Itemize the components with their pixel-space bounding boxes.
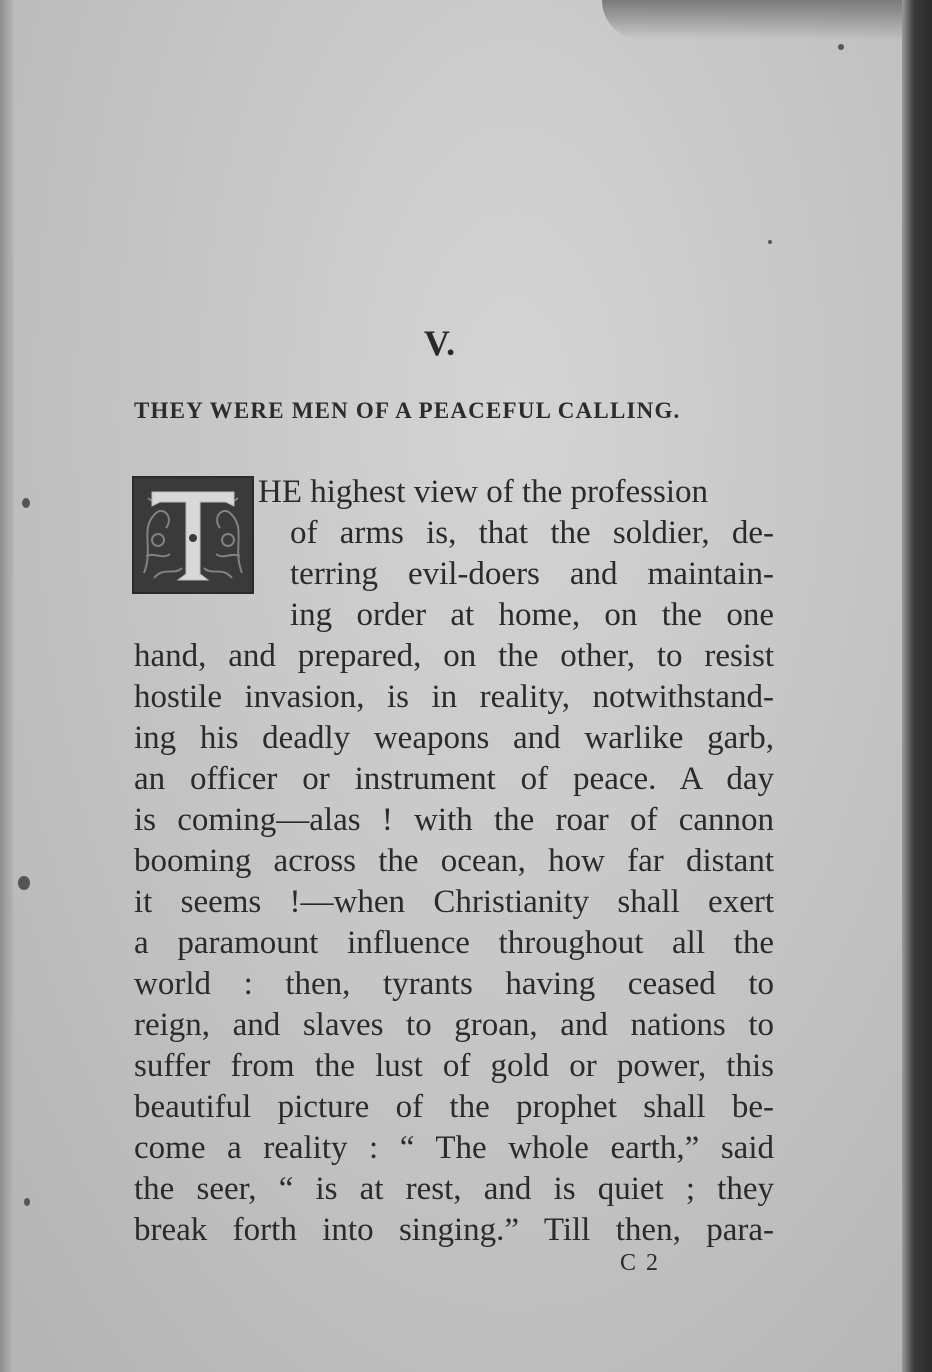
body-line: hostile invasion, is in reality, notwithstand-	[134, 679, 774, 715]
body-line: is coming—alas ! with the roar of cannon	[134, 802, 774, 838]
paper-speck	[22, 498, 30, 508]
body-line: an officer or instrument of peace. A day	[134, 761, 774, 797]
chapter-number: V.	[423, 323, 457, 363]
body-line: ing order at home, on the one	[290, 597, 774, 633]
body-line: the seer, “ is at rest, and is quiet ; they	[134, 1171, 774, 1207]
signature-mark: C 2	[620, 1250, 661, 1276]
paper-speck	[838, 44, 844, 50]
drop-cap-ornament	[132, 476, 254, 594]
body-line: beautiful picture of the prophet shall be-	[134, 1089, 774, 1125]
body-line: of arms is, that the soldier, de-	[290, 515, 774, 551]
body-line: a paramount influence throughout all the	[134, 925, 774, 961]
body-line: HE highest view of the profession	[258, 474, 708, 510]
body-line: come a reality : “ The whole earth,” said	[134, 1130, 774, 1166]
body-line: booming across the ocean, how far distant	[134, 843, 774, 879]
page-right-edge	[902, 0, 932, 1372]
body-line: it seems !—when Christianity shall exert	[134, 884, 774, 920]
body-line: suffer from the lust of gold or power, this	[134, 1048, 774, 1084]
page-binding-edge	[0, 0, 14, 1372]
body-line: ing his deadly weapons and warlike garb,	[134, 720, 774, 756]
body-line: reign, and slaves to groan, and nations to	[134, 1007, 774, 1043]
paper-speck	[18, 876, 30, 890]
body-line: terring evil-doers and maintain-	[290, 556, 774, 592]
chapter-title: THEY WERE MEN OF A PEACEFUL CALLING.	[134, 398, 681, 423]
page-shadow	[602, 0, 902, 40]
paper-speck	[768, 240, 772, 244]
paper-speck	[24, 1198, 30, 1206]
body-line: break forth into singing.” Till then, para-	[134, 1212, 774, 1248]
body-line: world : then, tyrants having ceased to	[134, 966, 774, 1002]
body-line: hand, and prepared, on the other, to resist	[134, 638, 774, 674]
